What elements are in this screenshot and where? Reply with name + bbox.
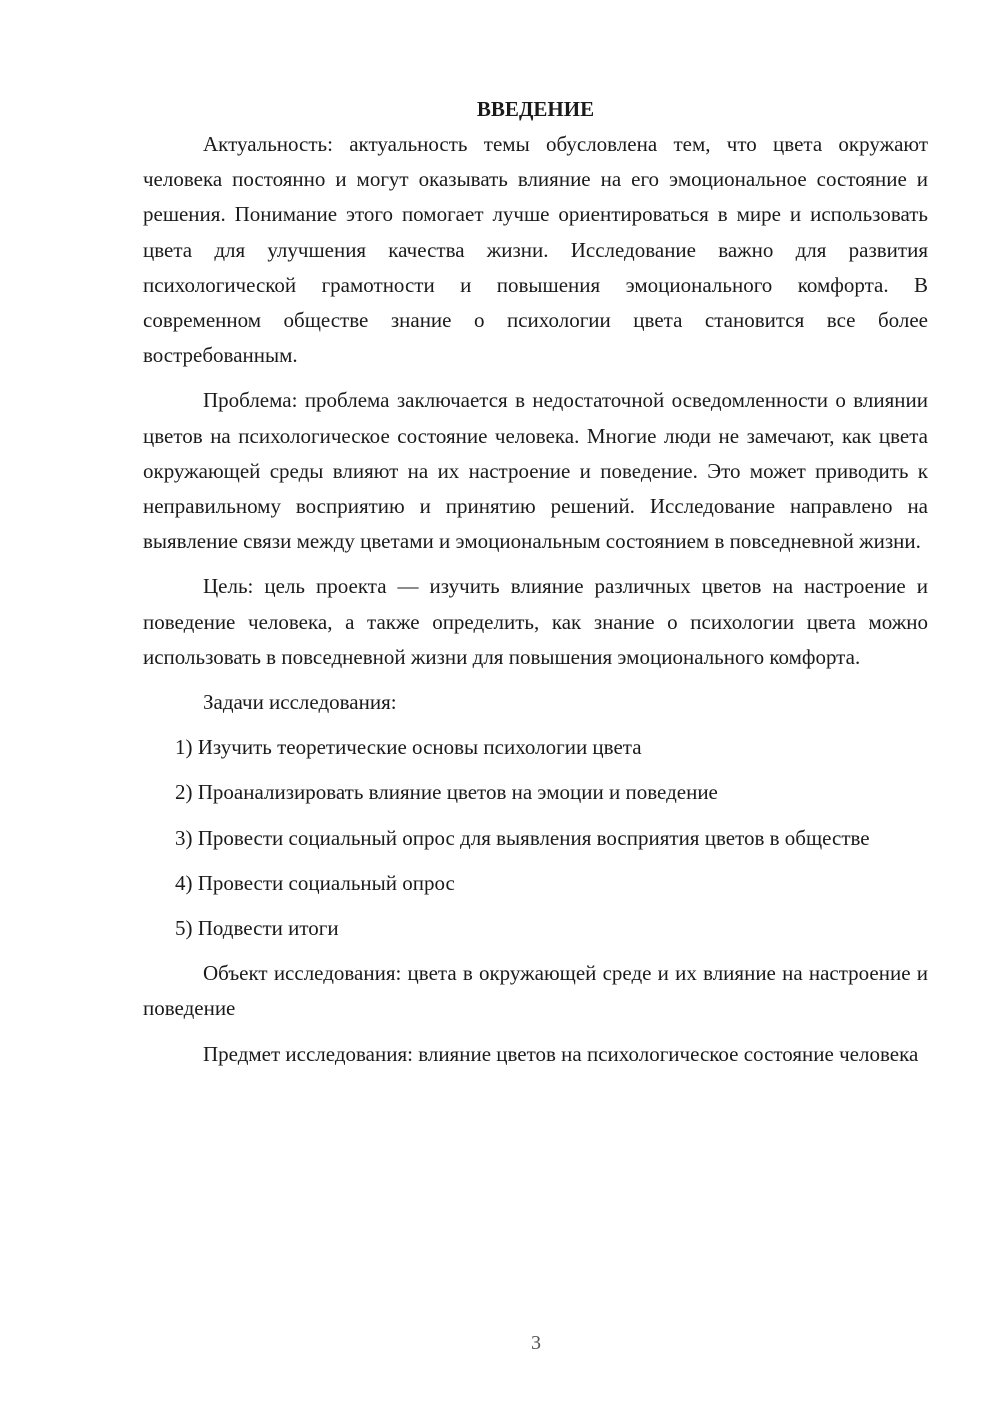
task-item-2: 2) Проанализировать влияние цветов на эмоции и поведение [175, 780, 718, 805]
paragraph-tasks-heading: Задачи исследования: [203, 690, 397, 715]
paragraph-relevance: Актуальность: актуальность темы обусловлена тем, что цвета окружают человека постоянно и могут оказывать влияние на его эмоциональное состояние и решения. Понимание этого помогает лучше ориентироваться в мире и использовать цвета для улучшения качества жизни. Исследование важно для развития психологической грамотности и повышения эмоционального комфорта. В современном обществе знание о психологии цвета становится все более востребованным. [143, 132, 928, 368]
task-item-1: 1) Изучить теоретические основы психологии цвета [175, 735, 642, 760]
page-number: 3 [531, 1332, 541, 1354]
paragraph-problem: Проблема: проблема заключается в недостаточной осведомленности о влиянии цветов на психологическое состояние человека. Многие люди не замечают, как цвета окружающей среды влияют на их настроение и поведение. Это может приводить к неправильному восприятию и принятию решений. Исследование направлено на выявление связи между цветами и эмоциональным состоянием в повседневной жизни. [143, 388, 928, 554]
paragraph-subject: Предмет исследования: влияние цветов на психологическое состояние человека [203, 1041, 919, 1066]
task-item-3: 3) Провести социальный опрос для выявления восприятия цветов в обществе [175, 825, 870, 850]
task-item-5: 5) Подвести итоги [175, 916, 339, 941]
paragraph-goal: Цель: цель проекта — изучить влияние различных цветов на настроение и поведение человека, а также определить, как знание о психологии цвета можно использовать в повседневной жизни для повышения эмоционального комфорта. [143, 574, 928, 669]
paragraph-object: Объект исследования: цвета в окружающей среде и их влияние на настроение и поведение [143, 961, 928, 1021]
page-title: ВВЕДЕНИЕ [476, 97, 595, 121]
document-page [143, 92, 928, 1082]
task-item-4: 4) Провести социальный опрос [175, 870, 455, 895]
